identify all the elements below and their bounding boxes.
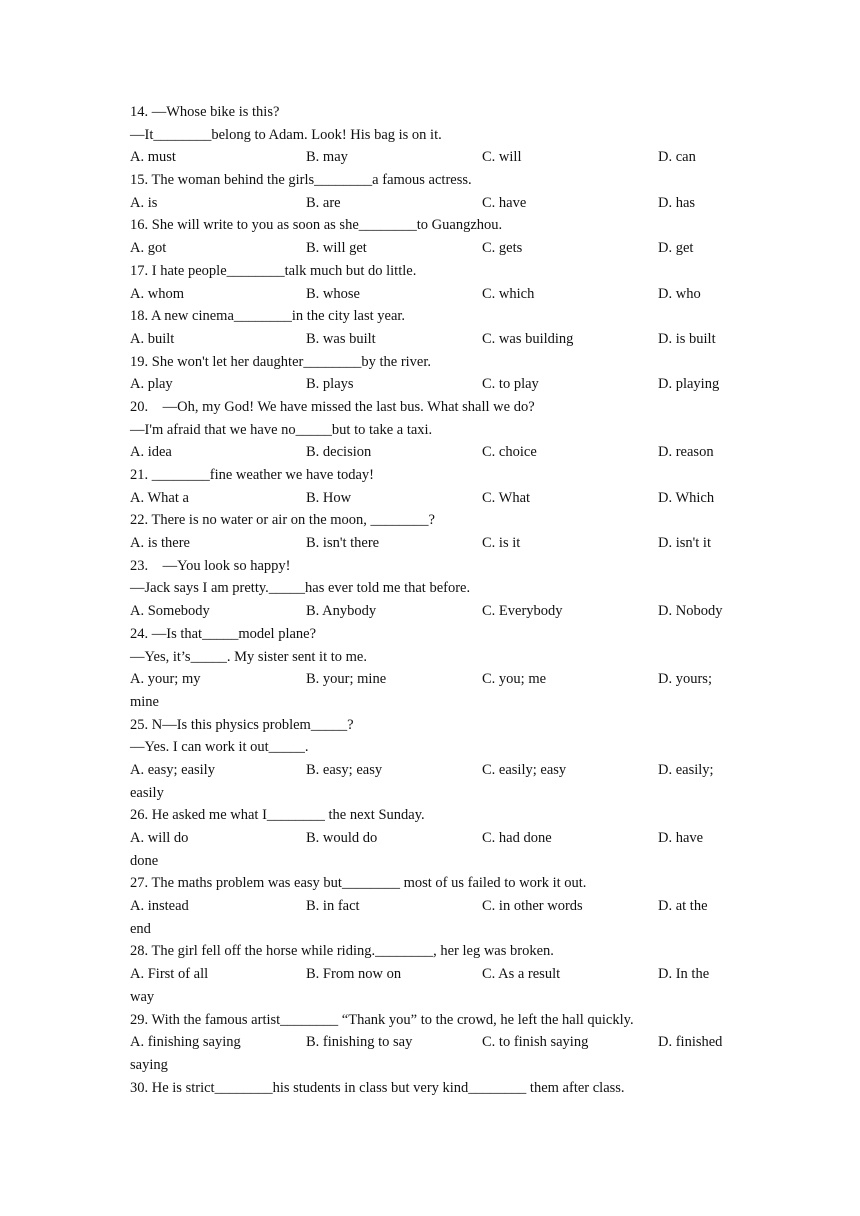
option-a: A. will do <box>130 830 189 846</box>
option-b: B. was built <box>306 330 376 347</box>
option-c: C. in other words <box>482 898 583 915</box>
option-wrap-line: easily <box>130 784 164 801</box>
option-d: D. at the <box>658 898 708 915</box>
question-stem: 26. He asked me what I________ the next Sunday. <box>130 807 425 824</box>
option-wrap-line: mine <box>130 693 159 710</box>
option-c: C. had done <box>482 830 552 846</box>
option-d: D. Which <box>658 489 715 506</box>
option-b: B. will get <box>306 240 367 257</box>
option-b: B. would do <box>306 830 378 846</box>
option-a: A. built <box>130 330 175 347</box>
option-a: A. got <box>130 240 167 257</box>
question-stem: 15. The woman behind the girls________a famous actress. <box>130 172 472 189</box>
option-c: C. is it <box>482 535 521 552</box>
question-stem: 22. There is no water or air on the moon, ________? <box>130 512 435 529</box>
question-stem: 19. She won't let her daughter________by the river. <box>130 353 432 370</box>
options-row <box>130 1031 740 1054</box>
options-row <box>130 283 740 306</box>
question-item <box>130 260 740 305</box>
option-a: A. whom <box>130 285 184 302</box>
question-stem: 16. She will write to you as soon as she________to Guangzhou. <box>130 217 503 234</box>
option-a: A. idea <box>130 444 172 461</box>
option-b: B. How <box>306 489 352 506</box>
option-d: D. is built <box>658 330 716 347</box>
options-row <box>130 827 740 850</box>
question-stem: 17. I hate people________talk much but do little. <box>130 262 417 279</box>
question-stem: 23. —You look so happy! <box>130 557 291 574</box>
option-d: D. has <box>658 194 696 211</box>
option-c: C. Everybody <box>482 603 563 620</box>
question-stem: 24. —Is that_____model plane? <box>130 625 317 642</box>
option-c: C. you; me <box>482 671 547 688</box>
worksheet-page <box>130 101 740 1099</box>
question-stem: 25. N—Is this physics problem_____? <box>130 716 354 733</box>
question-stem: 28. The girl fell off the horse while riding.________, her leg was broken. <box>130 943 554 960</box>
option-a: A. easy; easily <box>130 761 215 778</box>
question-item <box>130 714 740 805</box>
option-a: A. What a <box>130 489 189 506</box>
options-row <box>130 237 740 260</box>
question-item <box>130 1077 740 1100</box>
option-b: B. may <box>306 149 348 166</box>
question-item <box>130 804 740 872</box>
options-row <box>130 328 740 351</box>
option-d: D. can <box>658 149 696 166</box>
option-c: C. choice <box>482 444 537 461</box>
option-wrap-line: way <box>130 988 155 1005</box>
option-c: C. to play <box>482 376 539 393</box>
option-a: A. your; my <box>130 671 201 688</box>
question-stem: 20. —Oh, my God! We have missed the last bus. What shall we do? <box>130 398 535 415</box>
question-stem: 29. With the famous artist________ “Thank you” to the crowd, he left the hall quickly. <box>130 1011 634 1028</box>
option-wrap-line: end <box>130 920 151 937</box>
option-d: D. reason <box>658 444 714 461</box>
option-b: B. finishing to say <box>306 1034 413 1051</box>
question-item <box>130 623 740 714</box>
option-a: A. is <box>130 194 158 211</box>
question-item <box>130 305 740 350</box>
question-item <box>130 1009 740 1077</box>
question-item <box>130 509 740 554</box>
question-item <box>130 351 740 396</box>
option-a: A. Somebody <box>130 603 210 620</box>
option-a: A. play <box>130 376 173 393</box>
option-d: D. finished <box>658 1034 723 1051</box>
option-a: A. must <box>130 149 176 166</box>
option-b: B. From now on <box>306 966 402 983</box>
option-b: B. Anybody <box>306 603 377 620</box>
option-c: C. will <box>482 149 522 166</box>
question-stem: 27. The maths problem was easy but________ most of us failed to work it out. <box>130 875 587 892</box>
option-b: B. in fact <box>306 898 360 915</box>
question-stem: 30. He is strict________his students in class but very kind________ them after class. <box>130 1079 625 1096</box>
question-dialogue-line: —Jack says I am pretty._____has ever told me that before. <box>130 580 471 597</box>
option-c: C. to finish saying <box>482 1034 589 1051</box>
options-row <box>130 759 740 782</box>
options-row <box>130 600 740 623</box>
question-item <box>130 464 740 509</box>
option-c: C. have <box>482 194 527 211</box>
options-row <box>130 668 740 691</box>
options-row <box>130 146 740 169</box>
option-d: D. who <box>658 285 701 302</box>
option-c: C. which <box>482 285 535 302</box>
option-d: D. playing <box>658 376 720 393</box>
option-c: C. gets <box>482 240 523 257</box>
question-dialogue-line: —Yes, it’s_____. My sister sent it to me. <box>130 648 367 665</box>
option-c: C. What <box>482 489 531 506</box>
question-item <box>130 214 740 259</box>
question-item <box>130 396 740 464</box>
options-row <box>130 373 740 396</box>
question-stem: 21. ________fine weather we have today! <box>130 467 375 483</box>
option-b: B. your; mine <box>306 671 387 688</box>
option-wrap-line: saying <box>130 1056 168 1073</box>
option-b: B. isn't there <box>306 535 380 552</box>
option-a: A. instead <box>130 898 189 915</box>
option-wrap-line: done <box>130 852 159 869</box>
options-row <box>130 192 740 215</box>
option-c: C. was building <box>482 330 574 347</box>
option-b: B. are <box>306 194 341 211</box>
options-row <box>130 487 740 510</box>
options-row <box>130 895 740 918</box>
option-b: B. decision <box>306 444 372 461</box>
option-d: D. In the <box>658 966 710 983</box>
question-item <box>130 872 740 940</box>
option-a: A. is there <box>130 535 190 552</box>
option-b: B. whose <box>306 285 360 302</box>
question-item <box>130 101 740 169</box>
option-d: D. Nobody <box>658 603 723 620</box>
question-item <box>130 169 740 214</box>
options-row <box>130 441 740 464</box>
option-d: D. have <box>658 830 704 846</box>
option-b: B. plays <box>306 376 354 393</box>
option-a: A. finishing saying <box>130 1034 241 1051</box>
option-d: D. yours; <box>658 671 712 688</box>
question-item <box>130 555 740 623</box>
options-row <box>130 963 740 986</box>
question-dialogue-line: —Yes. I can work it out_____. <box>130 739 309 756</box>
options-row <box>130 532 740 555</box>
question-item <box>130 940 740 1008</box>
option-c: C. As a result <box>482 966 561 983</box>
option-d: D. isn't it <box>658 535 711 552</box>
question-dialogue-line: —It________belong to Adam. Look! His bag is on it. <box>130 126 442 143</box>
option-b: B. easy; easy <box>306 761 383 778</box>
option-c: C. easily; easy <box>482 761 567 778</box>
option-d: D. easily; <box>658 761 714 778</box>
question-stem: 14. —Whose bike is this? <box>130 104 280 120</box>
question-stem: 18. A new cinema________in the city last year. <box>130 308 406 325</box>
option-d: D. get <box>658 240 694 257</box>
question-dialogue-line: —I'm afraid that we have no_____but to take a taxi. <box>130 421 433 438</box>
option-a: A. First of all <box>130 966 209 983</box>
